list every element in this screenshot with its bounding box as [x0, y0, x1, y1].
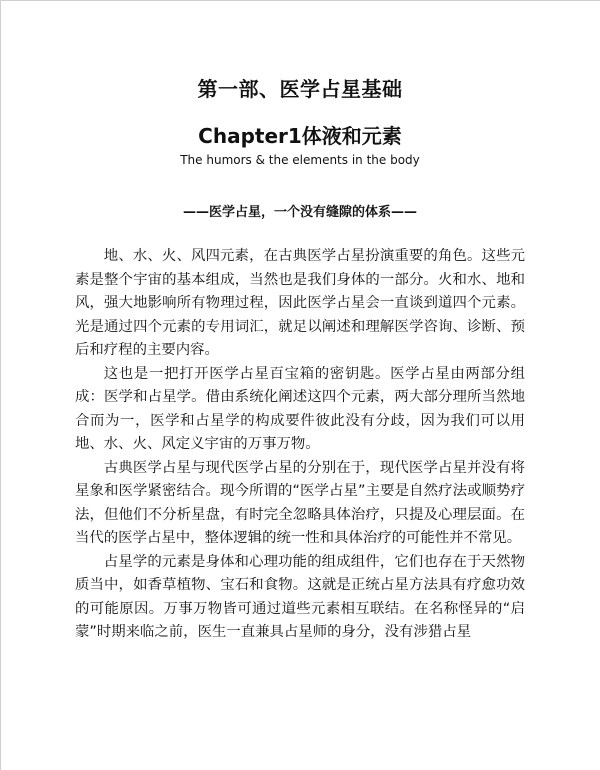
paragraph: 占星学的元素是身体和心理功能的组成组件，它们也存在于天然物质当中，如香草植物、宝石和食物。这就是正统占星方法具有疗愈功效的可能原因。万事万物皆可通过道些元素相互联结。在名称怪异的“启蒙”时期来临之前，医生一直兼具占星师的身分，没有涉猎占星 — [75, 553, 525, 640]
body-text — [75, 245, 525, 645]
section-tagline: ——医学占星，一个没有缝隙的体系—— — [182, 205, 417, 220]
paragraph: 地、水、火、风四元素，在古典医学占星扮演重要的角色。这些元素是整个宇宙的基本组成，当然也是我们身体的一部分。火和水、地和风，强大地影响所有物理过程，因此医学占星会一直谈到道四个元素。光是通过四个元素的专用词汇，就足以阐述和理解医学咨询、诊断、预后和疗程的主要内容。 — [75, 248, 525, 358]
chapter-subtitle: The humors & the elements in the body — [180, 153, 420, 167]
chapter-title: Chapter1体液和元素 — [198, 124, 402, 148]
paragraph: 这也是一把打开医学占星百宝箱的密钥匙。医学占星由两部分组成：医学和占星学。借由系统化阐述这四个元素，两大部分理所当然地合而为一，医学和占星学的构成要件彼此没有分歧，因为我们可以用地、水、火、风定义宇宙的万事万物。 — [75, 365, 525, 452]
paragraph: 古典医学占星与现代医学占星的分别在于，现代医学占星并没有将星象和医学紧密结合。现今所谓的“医学占星”主要是自然疗法或顺势疗法，但他们不分析星盘，有时完全忽略具体治疗，只提及心理层面。在当代的医学占星中，整体逻辑的统一性和具体治疗的可能性并不常见。 — [75, 459, 525, 546]
part-title: 第一部、医学占星基础 — [197, 77, 403, 101]
